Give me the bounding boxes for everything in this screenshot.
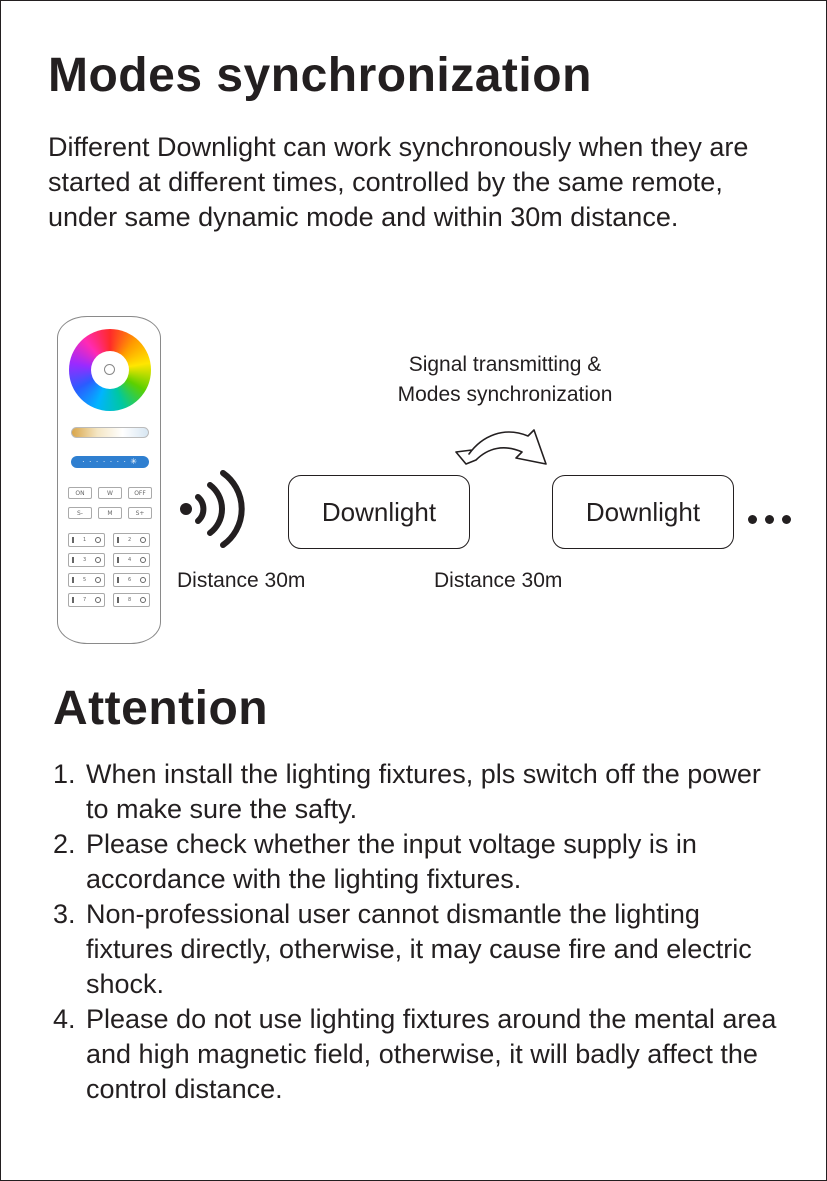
downlight-box-2: Downlight [552,475,734,549]
remote-mode-button: M [98,507,122,519]
remote-zone-button: 8 [113,593,150,607]
list-item: 1. When install the lighting fixtures, pls switch off the power to make sure the safty. [53,759,761,824]
intro-paragraph: Different Downlight can work synchronously when they are started at different times, controlled by the same remote, under same dynamic mode and within 30m distance. [48,132,749,232]
distance-label-2: Distance 30m [434,569,563,592]
signal-caption-line1: Signal transmitting & [408,353,602,376]
downlight-box-1: Downlight [288,475,470,549]
distance-label-1: Distance 30m [177,569,306,592]
remote-speed-down-button: S- [68,507,92,519]
brightness-bar: · · · · · · · ✳ [71,456,149,468]
wheel-center-dot [104,364,115,375]
remote-zone-button: 4 [113,553,150,567]
color-wheel [69,329,151,411]
remote-zone-button: 7 [68,593,105,607]
ellipsis-icon [748,511,799,529]
list-item: 4. Please do not use lighting fixtures around the mental area and high magnetic field, otherwise, it will badly affect the control distance. [53,1004,777,1104]
attention-list [53,757,783,1107]
wireless-signal-icon [176,467,248,553]
signal-caption [360,350,650,410]
curved-arrow-icon [452,414,552,470]
signal-caption-line2: Modes synchronization [397,383,613,406]
remote-zone-button: 6 [113,573,150,587]
remote-w-button: W [98,487,122,499]
remote-control [57,316,161,644]
remote-zone-button: 5 [68,573,105,587]
remote-zone-button: 2 [113,533,150,547]
remote-on-button: ON [68,487,92,499]
remote-off-button: OFF [128,487,152,499]
color-temperature-bar [71,427,149,438]
list-item: 2. Please check whether the input voltage supply is in accordance with the lighting fixtures. [53,829,697,894]
list-item: 3. Non-professional user cannot dismantle the lighting fixtures directly, otherwise, it may cause fire and electric shock. [53,899,752,999]
remote-speed-up-button: S+ [128,507,152,519]
attention-title: Attention [53,682,269,735]
remote-zone-button: 3 [68,553,105,567]
page-title: Modes synchronization [48,49,592,102]
remote-zone-button: 1 [68,533,105,547]
